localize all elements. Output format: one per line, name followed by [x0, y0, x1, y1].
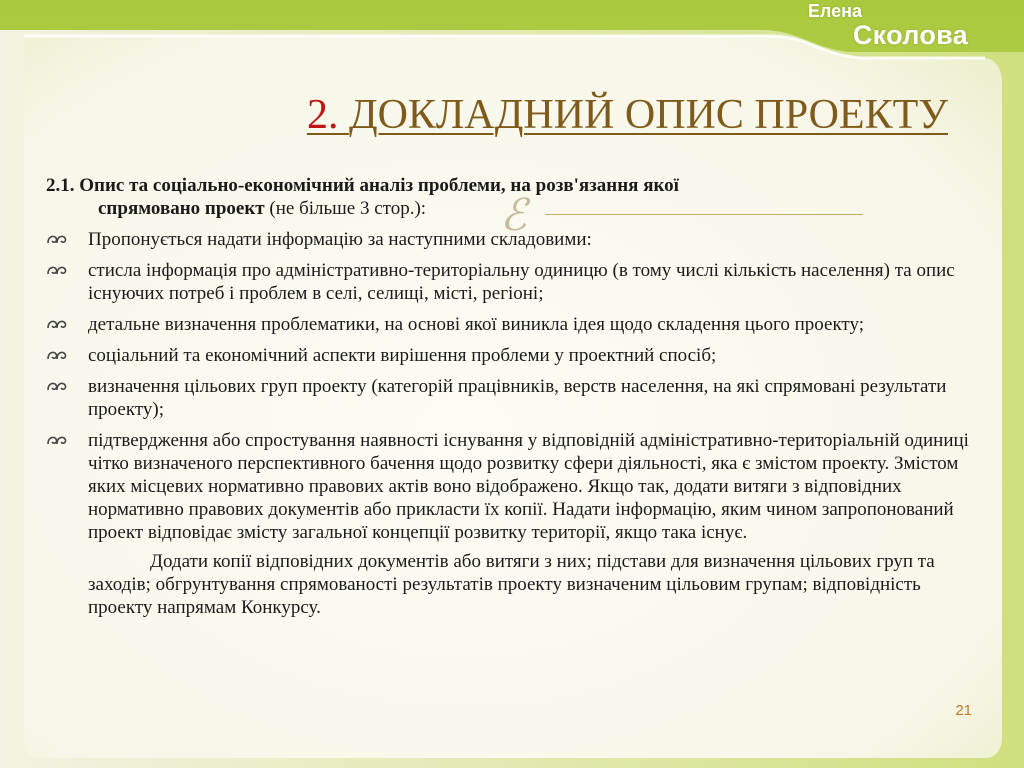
list-item-text: детальне визначення проблематики, на основі якої виникла ідея щодо складення цього проекту;	[88, 314, 865, 335]
author-last-name: Сколова	[852, 20, 968, 50]
bullet-icon	[46, 318, 68, 330]
slide-title	[307, 91, 948, 139]
list-item-text: визначення цільових груп проекту (категорій працівників, верств населення, на які спрямовані результати проекту);	[88, 376, 947, 420]
list-item-text: соціальний та економічний аспекти вирішення проблеми у проектний спосіб;	[88, 345, 717, 366]
list-item	[46, 259, 978, 305]
extra-paragraph: Додати копії відповідних документів або витяги з них; підстави для визначення цільових груп та заходів; обгрунтування спрямованості результатів проекту визначеним цільовим групам; відповідність проекту напрямам Конкурсу.	[88, 551, 935, 618]
list-item	[46, 429, 978, 544]
bullet-icon	[46, 434, 68, 446]
bullet-list	[46, 228, 978, 544]
list-item	[46, 228, 978, 251]
author-first-name: Елена	[807, 1, 862, 21]
bullet-icon	[46, 349, 68, 361]
bullet-icon	[46, 233, 68, 245]
list-item	[46, 313, 978, 336]
page-number: 21	[955, 702, 972, 719]
list-item	[46, 344, 978, 367]
bullet-icon	[46, 380, 68, 392]
title-number: 2.	[306, 92, 339, 138]
section-heading-bold-2: спрямовано проект	[98, 198, 265, 219]
bullet-icon	[46, 264, 68, 276]
section-heading-line-2	[46, 197, 978, 220]
list-item	[46, 375, 978, 421]
list-item-text: стисла інформація про адміністративно-територіальну одиницю (в тому числі кількість населення) та опис існуючих потреб і проблем в селі, селищі, місті, регіоні;	[88, 260, 955, 304]
list-item-text: підтвердження або спростування наявності існування у відповідній адміністративно-територіальній одиниці чітко визначеного перспективного бачення щодо розвитку сфери діяльності, яка є змістом проекту. Змістом яких місцевих нормативно правових актів воно відображено. Якщо так, додати витяги з відповідних нормативно правових документів або прикласти їх копії. Надати інформацію, яким чином запропонований проект відповідає змісту загальної концепції розвитку території, якщо така існує.	[88, 430, 969, 543]
slide-content	[46, 174, 978, 619]
section-heading	[46, 174, 978, 220]
section-heading-note: (не більше 3 стор.):	[264, 198, 427, 219]
decorative-ornament-icon: ℰ	[500, 190, 527, 241]
title-text: ДОКЛАДНИЙ ОПИС ПРОЕКТУ	[348, 92, 948, 138]
section-heading-bold-1: 2.1. Опис та соціально-економічний аналіз проблеми, на розв'язання якої	[46, 175, 679, 196]
list-item-text: Пропонується надати інформацію за наступними складовими:	[88, 229, 592, 250]
